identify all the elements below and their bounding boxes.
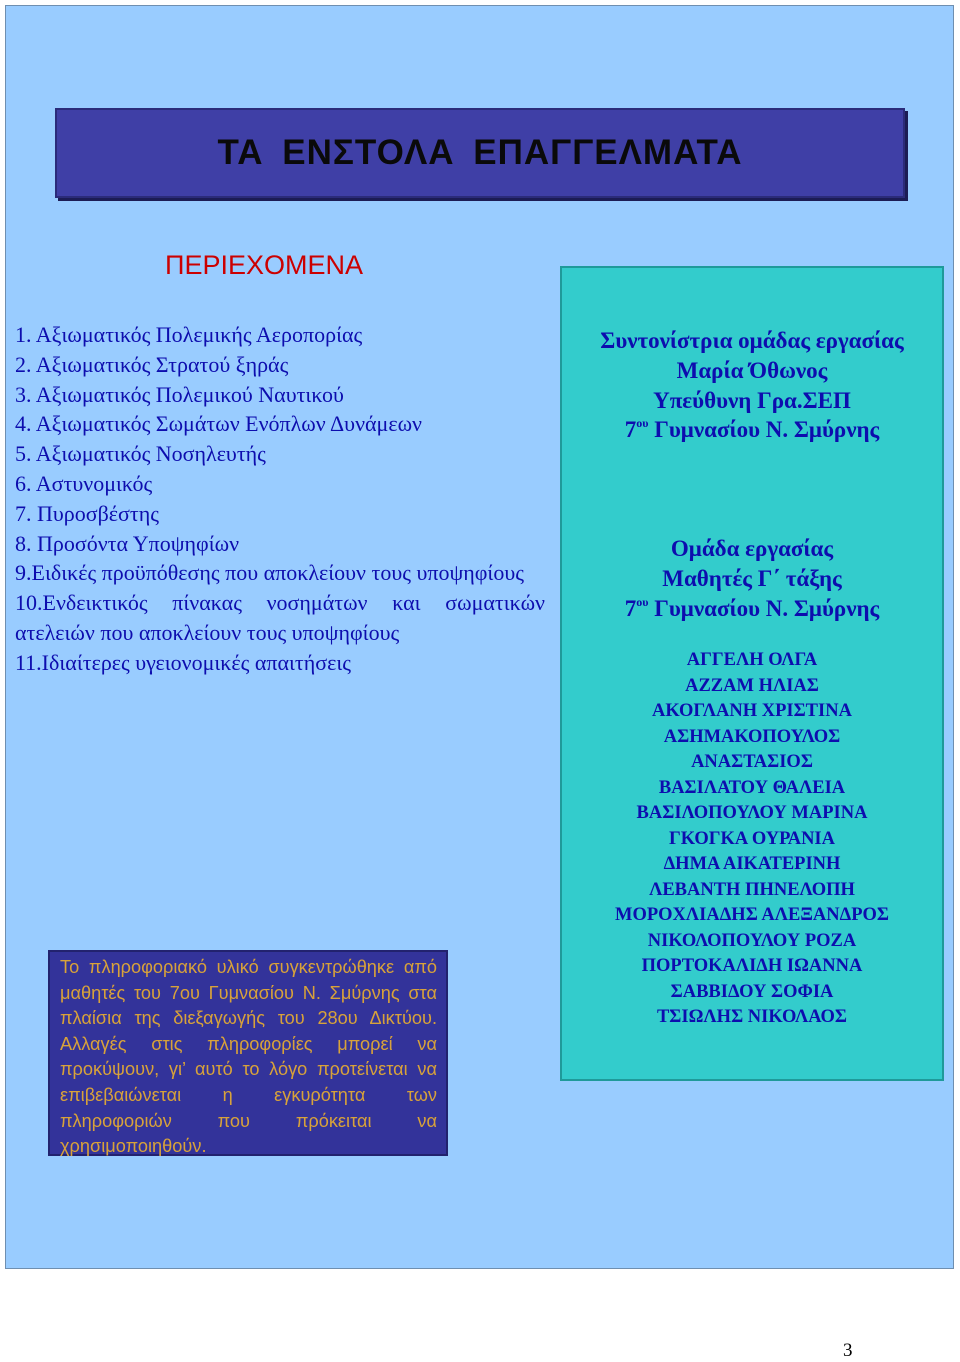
contents-item: 7. Πυροσβέστης bbox=[15, 500, 159, 526]
group-label: Ομάδα εργασίας bbox=[670, 536, 834, 561]
member-name: ΜΟΡΟΧΛΙΑΔΗΣ ΑΛΕΞΑΝΔΡΟΣ bbox=[614, 905, 889, 925]
title-banner bbox=[55, 108, 905, 198]
school-number: 7 bbox=[624, 417, 637, 443]
contents-item: 1. Αξιωματικός Πολεμικής Αεροπορίας bbox=[15, 322, 363, 347]
group-school bbox=[562, 594, 942, 624]
page-number: 3 bbox=[843, 1340, 853, 1361]
info-note-text: Το πληροφοριακό υλικό συγκεντρώθηκε από μαθητές του 7ου Γυμνασίου Ν. Σμύρνης στα πλαίσια της διεξαγωγής του 28ου Δικτύου. Αλλαγές στις πληροφορίες μπορεί να προκύψουν, γι’ αυτό το λόγο προτείνεται να επιβεβαιώνεται η εγκυρότητα των πληροφοριών που πρόκειται να χρησιμοποιηθούν. bbox=[60, 957, 437, 1157]
school-number: 7 bbox=[624, 595, 637, 621]
member-name: ΓΚΟΓΚΑ ΟΥΡΑΝΙΑ bbox=[668, 828, 835, 849]
school-name: Γυμνασίου Ν. Σμύρνης bbox=[648, 417, 880, 443]
member-name: ΒΑΣΙΛΟΠΟΥΛΟΥ ΜΑΡΙΝΑ bbox=[636, 803, 868, 823]
contents-item: 9.Ειδικές προϋπόθεσης που αποκλείουν τους υποψηφίους bbox=[15, 560, 524, 586]
member-name: ΛΕΒΑΝΤΗ ΠΗΝΕΛΟΠΗ bbox=[649, 879, 855, 900]
member-name: ΑΖΖΑΜ ΗΛΙΑΣ bbox=[685, 675, 819, 696]
team-box bbox=[560, 266, 944, 1081]
coordinator-block bbox=[562, 326, 942, 445]
contents-item: 11.Ιδιαίτερες υγειονομικές απαιτήσεις bbox=[15, 649, 351, 675]
group-class: Μαθητές Γ΄ τάξης bbox=[662, 565, 842, 591]
member-name: ΤΣΙΩΛΗΣ ΝΙΚΟΛΑΟΣ bbox=[656, 1007, 848, 1027]
page-title: ΤΑ ΕΝΣΤΟΛΑ ΕΠΑΓΓΕΛΜΑΤΑ bbox=[217, 133, 743, 172]
school-ordinal: ου bbox=[636, 594, 649, 609]
contents-item: 4. Αξιωματικός Σωμάτων Ενόπλων Δυνάμεων bbox=[15, 411, 422, 437]
member-name: ΒΑΣΙΛΑΤΟΥ ΘΑΛΕΙΑ bbox=[658, 777, 846, 798]
members-list bbox=[562, 648, 942, 1031]
school-ordinal: ου bbox=[636, 416, 649, 431]
group-block bbox=[562, 534, 942, 623]
info-note-box bbox=[48, 950, 448, 1156]
coordinator-school bbox=[562, 415, 942, 445]
contents-item: 2. Αξιωματικός Στρατού ξηράς bbox=[15, 351, 289, 377]
contents-item: 5. Αξιωματικός Νοσηλευτής bbox=[15, 441, 266, 467]
member-name: ΔΗΜΑ ΑΙΚΑΤΕΡΙΝΗ bbox=[663, 854, 841, 874]
coordinator-title: Υπεύθυνη Γρα.ΣΕΠ bbox=[653, 387, 851, 413]
coordinator-name: Μαρία Όθωνος bbox=[676, 357, 828, 383]
member-name: ΠΟΡΤΟΚΑΛΙΔΗ ΙΩΑΝΝΑ bbox=[641, 956, 863, 976]
member-name: ΣΑΒΒΙΔΟΥ ΣΟΦΙΑ bbox=[670, 981, 834, 1002]
contents-item: 6. Αστυνομικός bbox=[15, 470, 153, 496]
member-name: ΝΙΚΟΛΟΠΟΥΛΟΥ ΡΟΖΑ bbox=[647, 930, 857, 951]
contents-list bbox=[15, 320, 545, 678]
coordinator-role: Συντονίστρια ομάδας εργασίας bbox=[600, 328, 904, 353]
member-name: ΑΣΗΜΑΚΟΠΟΥΛΟΣ bbox=[663, 726, 841, 747]
member-name: ΑΝΑΣΤΑΣΙΟΣ bbox=[691, 752, 813, 772]
contents-item: 8. Προσόντα Υποψηφίων bbox=[15, 530, 240, 556]
contents-item: 10.Ενδεικτικός πίνακας νοσημάτων και σωματικών ατελειών που αποκλείουν τους υποψηφίους bbox=[15, 590, 545, 645]
contents-item: 3. Αξιωματικός Πολεμικού Ναυτικού bbox=[15, 381, 344, 407]
member-name: ΑΚΟΓΛΑΝΗ ΧΡΙΣΤΙΝΑ bbox=[652, 701, 852, 721]
school-name: Γυμνασίου Ν. Σμύρνης bbox=[648, 595, 880, 621]
contents-heading: ΠΕΡΙΕΧΟΜΕΝΑ bbox=[165, 250, 364, 280]
member-name: ΑΓΓΕΛΗ ΟΛΓΑ bbox=[686, 650, 818, 670]
